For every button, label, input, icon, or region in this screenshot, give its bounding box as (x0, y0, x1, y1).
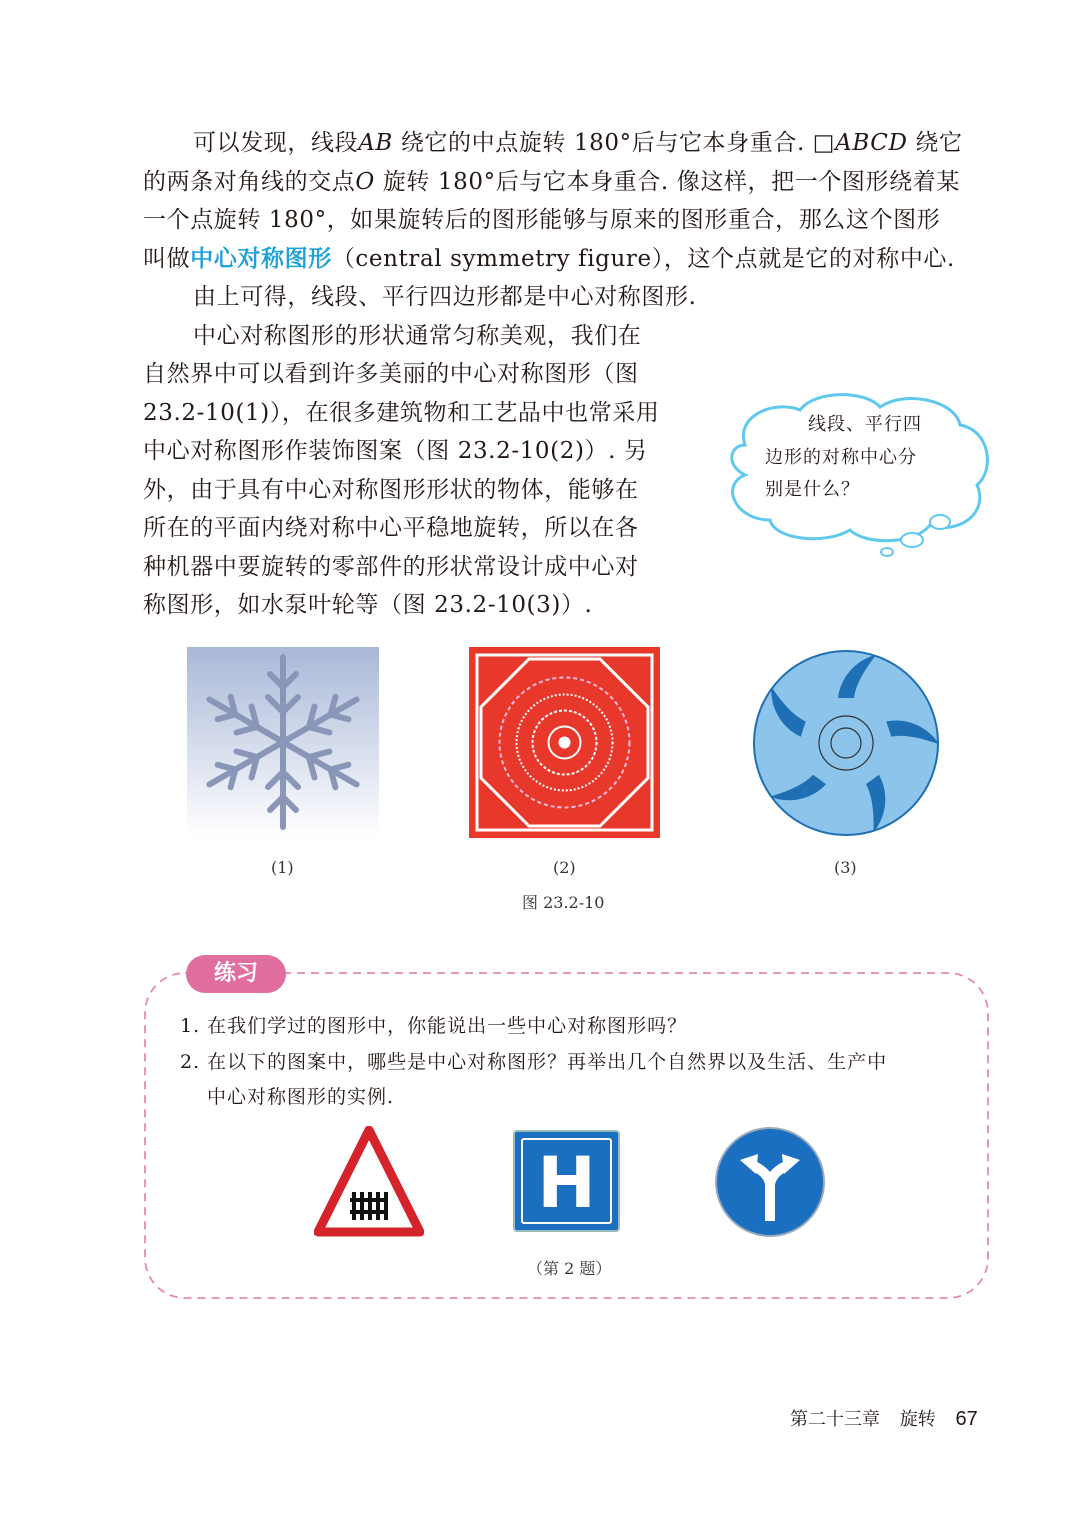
text-line: 中心对称图形作装饰图案（图 23.2-10(2)）. 另 (143, 438, 648, 464)
text-line: 种机器中要旋转的零部件的形状常设计成中心对 (143, 554, 639, 580)
text-line: 称图形，如水泵叶轮等（图 23.2-10(3)）. (143, 592, 593, 618)
snowflake-image (187, 647, 379, 838)
key-term: 中心对称图形 (190, 246, 332, 272)
text-line: 所在的平面内绕对称中心平稳地旋转，所以在各 (143, 515, 639, 541)
hospital-sign-icon (513, 1130, 620, 1232)
sub-caption: (2) (553, 858, 576, 877)
exercise-item: 2. 在以下的图案中，哪些是中心对称图形？再举出几个自然界以及生活、生产中 (180, 1051, 888, 1073)
text-line: 由上可得，线段、平行四边形都是中心对称图形. (193, 284, 697, 310)
railroad-crossing-sign-icon (314, 1126, 424, 1238)
chapter-label: 第二十三章 (790, 1409, 880, 1430)
sign-letter: H (521, 1138, 612, 1224)
exercise-item: 1. 在我们学过的图形中，你能说出一些中心对称图形吗？ (180, 1015, 688, 1037)
impeller-image (752, 649, 940, 837)
exercise-caption: （第 2 题） (527, 1259, 612, 1278)
sub-caption: (3) (834, 858, 857, 877)
bubble-text: 边形的对称中心分 (765, 447, 917, 468)
turn-left-or-right-sign-icon (714, 1126, 826, 1238)
text-line: 一个点旋转 180°，如果旋转后的图形能够与原来的图形重合，那么这个图形 (143, 207, 941, 233)
papercut-pattern-image (469, 647, 660, 838)
text-line: 叫做中心对称图形（central symmetry figure），这个点就是它的对称中心. (143, 246, 955, 272)
page-number: 67 (955, 1408, 978, 1430)
chapter-title: 旋转 (899, 1409, 936, 1430)
bubble-text: 线段、平行四 (808, 414, 922, 435)
text-line: 的两条对角线的交点O 旋转 180°后与它本身重合. 像这样，把一个图形绕着某 (143, 169, 960, 195)
bubble-text: 别是什么？ (765, 479, 860, 500)
text-line: 23.2-10(1)），在很多建筑物和工艺品中也常采用 (143, 400, 660, 426)
page-footer (790, 1405, 978, 1431)
sub-caption: (1) (271, 858, 294, 877)
text-line: 中心对称图形的形状通常匀称美观，我们在 (193, 323, 642, 349)
text-line: 外，由于具有中心对称图形形状的物体，能够在 (143, 477, 639, 503)
text-line: 自然界中可以看到许多美丽的中心对称图形（图 (143, 361, 639, 387)
text-line: 可以发现，线段AB 绕它的中点旋转 180°后与它本身重合. □ABCD 绕它 (193, 130, 963, 156)
exercise-item: 中心对称图形的实例. (207, 1086, 395, 1108)
figure-caption: 图 23.2-10 (522, 893, 605, 912)
exercise-tab: 练习 (186, 955, 286, 993)
